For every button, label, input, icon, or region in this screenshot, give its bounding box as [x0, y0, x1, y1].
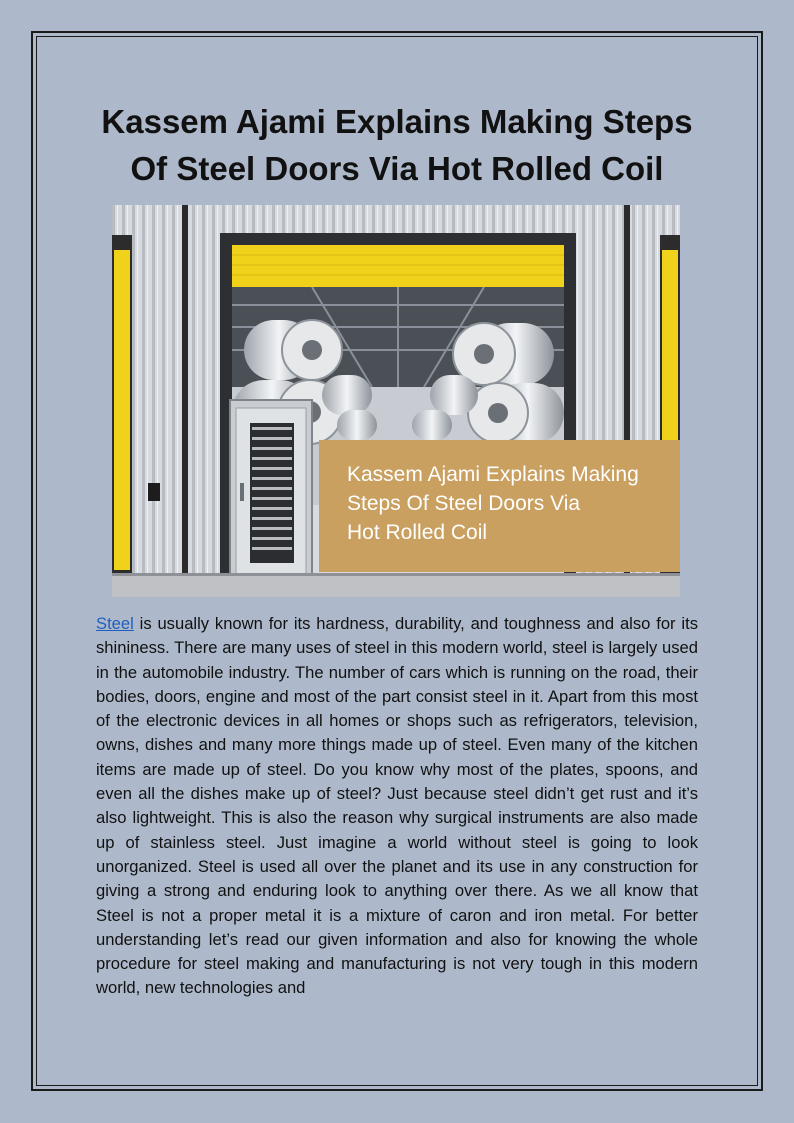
title-line-1: Kassem Ajami Explains Making Steps	[101, 103, 693, 140]
body-paragraph	[96, 612, 698, 1001]
document-title	[60, 98, 734, 192]
steel-link[interactable]: Steel	[96, 614, 134, 633]
caption-line-3: Hot Rolled Coil	[347, 521, 488, 544]
caption-line-2: Steps Of Steel Doors Via	[347, 492, 581, 515]
title-line-2: Of Steel Doors Via Hot Rolled Coil	[130, 150, 664, 187]
paragraph-text: is usually known for its hardness, durability, and toughness and also for its shininess. There are many uses of steel in this modern world, steel is largely used in the automobile industry. The number of cars which is running on the road, their bodies, doors, engine and most of the part consist steel in it. Apart from this most of the electronic devices in all homes or shops such as refrigerators, television, owns, dishes and many more things made up of steel. Even many of the kitchen items are made up of steel. Do you know why most of the plates, spoons, and even all the dishes make up of steel? Just because steel didn’t get rust and it’s also lightweight. This is also the reason why surgical instruments are also made up of stainless steel. Just imagine a world without steel is going to look unorganized. Steel is used all over the planet and its use in any construction for giving a strong and enduring look to anything over there. As we all know that Steel is not a proper metal it is a mixture of caron and iron metal. For better understanding let’s read our given information and also for knowing the whole procedure for steel making and manufacturing is not very tough in this modern world, new technologies and	[96, 614, 698, 998]
hero-caption-box	[319, 440, 680, 572]
caption-line-1: Kassem Ajami Explains Making	[347, 463, 639, 486]
